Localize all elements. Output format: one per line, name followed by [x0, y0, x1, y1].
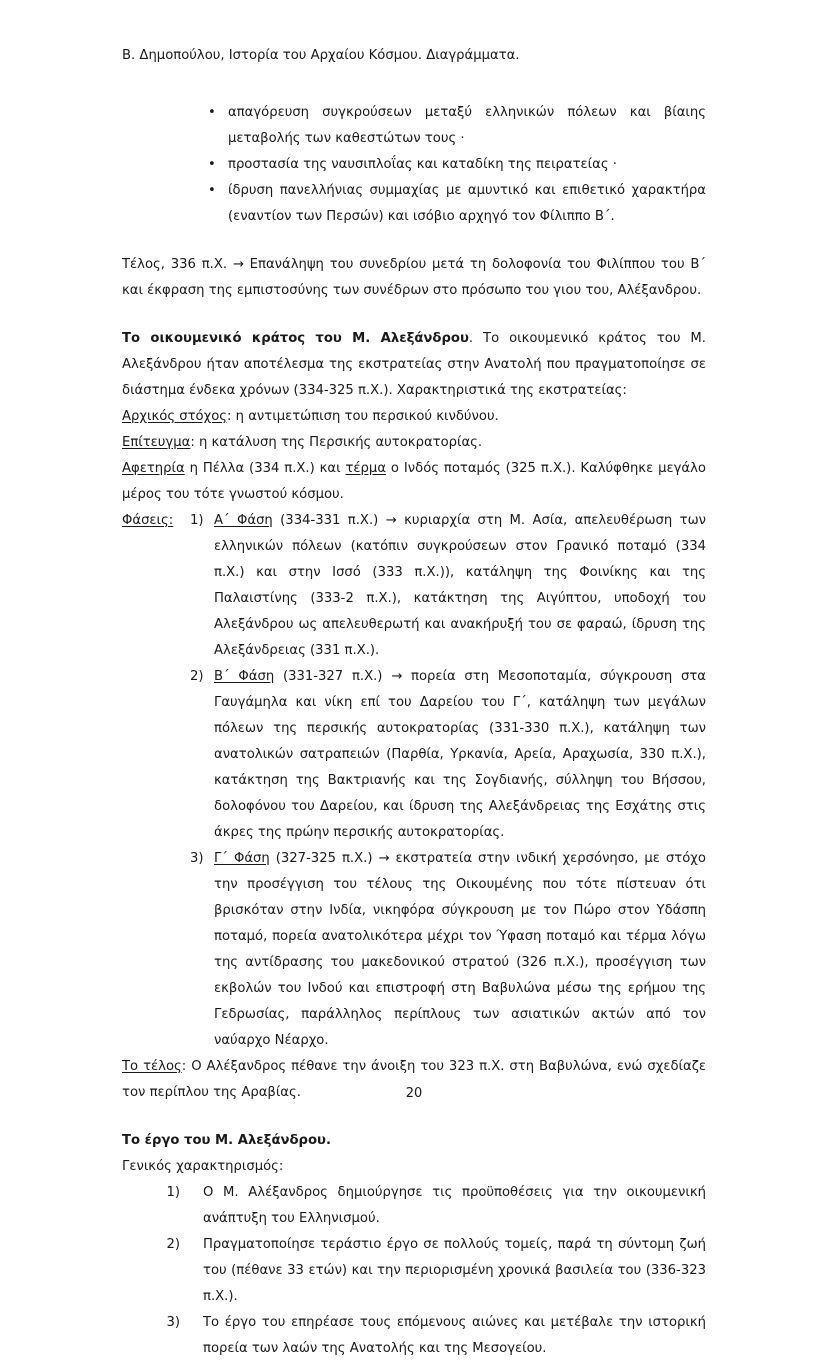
- list-item: [150, 1232, 706, 1310]
- list-item-text: ίδρυση πανελλήνιας συμμαχίας με αμυντικό και επιθετικό χαρακτήρα (εναντίον των Περσών) και ισόβιο αρχηγό τον Φίλιππο Β΄.: [228, 182, 706, 224]
- phase-title: Γ΄ Φάση: [214, 850, 270, 866]
- afetiria-rest-text: ο Ινδός ποταμός (325 π.Χ.). Καλύφθηκε μεγάλο μέρος του τότε γνωστού κόσμου.: [122, 460, 706, 502]
- phases-section: [122, 508, 706, 1054]
- list-item-text: Το έργο του επηρέασε τους επόμενους αιώνες και μετέβαλε την ιστορική πορεία των λαών της Ανατολής και της Μεσογείου.: [203, 1314, 706, 1356]
- afetiria-mid-text: η Πέλλα (334 π.Χ.) και: [184, 460, 346, 476]
- document-header: Β. Δημοπούλου, Ιστορία του Αρχαίου Κόσμου. Διαγράμματα.: [122, 48, 520, 63]
- list-item: [190, 152, 706, 178]
- to-telos-label: Το τέλος: [122, 1058, 182, 1074]
- page-content: [122, 46, 706, 1362]
- phase-text: (331-327 π.Χ.) → πορεία στη Μεσοποταμία, σύγκρουση στα Γαυγάμηλα και νίκη επί του Δαρείου του Γ΄, κατάληψη των μεγάλων πόλεων της περσικής αυτοκρατορίας (331-330 π.Χ.), κατάληψη των ανατολικών σατραπειών (Παρθία, Υρκανία, Αρεία, Αραχωσία, 330 π.Χ.), κατάκτηση της Βακτριανής και της Σογδιανής, σύλληψη του Βήσσου, δολοφόνου του Δαρείου, και ίδρυση της Αλεξάνδρειας της Εσχάτης στις άκρες της πρώην περσικής αυτοκρατορίας.: [214, 668, 706, 840]
- list-item-number: 2): [166, 1236, 180, 1252]
- phase-title: Β΄ Φάση: [214, 668, 275, 684]
- phase-number: 1): [190, 512, 204, 528]
- terma-label: τέρμα: [345, 460, 387, 476]
- bullet-icon: •: [208, 182, 216, 198]
- ergo-subheading: Γενικός χαρακτηρισμός:: [122, 1158, 284, 1174]
- list-item-number: 1): [166, 1184, 180, 1200]
- phase-item: [190, 846, 706, 1054]
- list-item-text: προστασία της ναυσιπλοΐας και καταδίκη της πειρατείας ·: [228, 156, 617, 172]
- phase-number: 2): [190, 668, 204, 684]
- arxikos-stoxos-line: [122, 404, 706, 430]
- phase-text: (327-325 π.Χ.) → εκστρατεία στην ινδική χερσόνησο, με στόχο την προσέγγιση του τέλους της Οικουμένης που τότε πίστευαν ότι βρισκόταν στην Ινδία, νικηφόρα σύγκρουση με τον Πώρο στον Υδάσπη ποταμό, πορεία ανατολικότερα μέχρι τον Ύφαση ποταμό και τέρμα λόγω της αντίδρασης του μακεδονικού στρατού (326 π.Χ.), προσέγγιση των εκβολών του Ινδού και επιστροφή στη Βαβυλώνα μέσω της ερήμου της Γεδρωσίας, παράλληλος περίπλους των ασιατικών ακτών από τον ναύαρχο Νέαρχο.: [214, 850, 706, 1048]
- ergo-numbered-list: [122, 1180, 706, 1362]
- phases-items: [190, 508, 706, 1054]
- list-item-text: Πραγματοποίησε τεράστιο έργο σε πολλούς τομείς, παρά τη σύντομη ζωή του (πέθανε 33 ετών) και την περιορισμένη χρονικά βασιλεία του (336-323 π.Χ.).: [203, 1236, 706, 1304]
- ergo-heading: Το έργο του Μ. Αλεξάνδρου.: [122, 1132, 331, 1148]
- list-item: [190, 178, 706, 230]
- list-item: [150, 1180, 706, 1232]
- bullet-icon: •: [208, 104, 216, 120]
- arxikos-stoxos-label: Αρχικός στόχος: [122, 408, 228, 424]
- list-item: [150, 1310, 706, 1362]
- list-item: [190, 100, 706, 152]
- list-item-number: 3): [166, 1314, 180, 1330]
- oikoumeniko-intro-text: . Το οικουμενικό κράτος του Μ. Αλεξάνδρου ήταν αποτέλεσμα της εκστρατείας στην Ανατολή που πραγματοποίησε σε διάστημα ένδεκα χρόνων (334-325 π.Χ.). Χαρακτηριστικά της εκστρατείας:: [122, 330, 706, 398]
- epiteugma-text: : η κατάλυση της Περσικής αυτοκρατορίας.: [190, 434, 483, 450]
- phases-label-cell: [122, 508, 190, 534]
- list-item-text: Ο Μ. Αλέξανδρος δημιούργησε τις προϋποθέσεις για την οικουμενική ανάπτυξη του Ελληνισμού.: [203, 1184, 706, 1226]
- phase-text: (334-331 π.Χ.) → κυριαρχία στη Μ. Ασία, απελευθέρωση των ελληνικών πόλεων (κατόπιν συγκρούσεων στον Γρανικό ποταμό (334 π.Χ.) και στην Ισσό (333 π.Χ.)), κατάληψη της Φοινίκης και της Παλαιστίνης (333-2 π.Χ.), κατάκτηση της Αιγύπτου, υποδοχή του Αλεξάνδρου ως απελευθερωτή και ανακήρυξή του σε φαραώ, ίδρυση της Αλεξάνδρειας (331 π.Χ.).: [214, 512, 706, 658]
- telos-paragraph: Τέλος, 336 π.Χ. → Επανάληψη του συνεδρίου μετά τη δολοφονία του Φιλίππου του Β΄ και έκφραση της εμπιστοσύνης των συνέδρων στο πρόσωπο του γιου του, Αλέξανδρου.: [122, 256, 706, 298]
- phases-label: Φάσεις:: [122, 512, 174, 528]
- bullet-icon: •: [208, 156, 216, 172]
- phase-item: [190, 508, 706, 664]
- phase-item: [190, 664, 706, 846]
- to-telos-text: : Ο Αλέξανδρος πέθανε την άνοιξη του 323 π.Χ. στη Βαβυλώνα, ενώ σχεδίαζε τον περίπλου της Αραβίας.: [122, 1058, 707, 1100]
- list-item-text: απαγόρευση συγκρούσεων μεταξύ ελληνικών πόλεων και βίαιης μεταβολής των καθεστώτων τους ·: [228, 104, 706, 146]
- afetiria-line: [122, 456, 706, 508]
- spacer: [122, 304, 706, 326]
- spacer: [122, 230, 706, 252]
- afetiria-label: Αφετηρία: [122, 460, 185, 476]
- spacer: [122, 1106, 706, 1128]
- page-number: 20: [405, 1086, 423, 1101]
- phase-title: Α΄ Φάση: [214, 512, 273, 528]
- arxikos-stoxos-text: : η αντιμετώπιση του περσικού κινδύνου.: [227, 408, 499, 424]
- treaty-terms-bullet-list: [122, 100, 706, 230]
- epiteugma-label: Επίτευγμα: [122, 434, 191, 450]
- phase-number: 3): [190, 850, 204, 866]
- oikoumeniko-intro-paragraph: [122, 326, 706, 404]
- oikoumeniko-heading: Το οικουμενικό κράτος του Μ. Αλεξάνδρου: [122, 330, 469, 346]
- epiteugma-line: [122, 430, 706, 456]
